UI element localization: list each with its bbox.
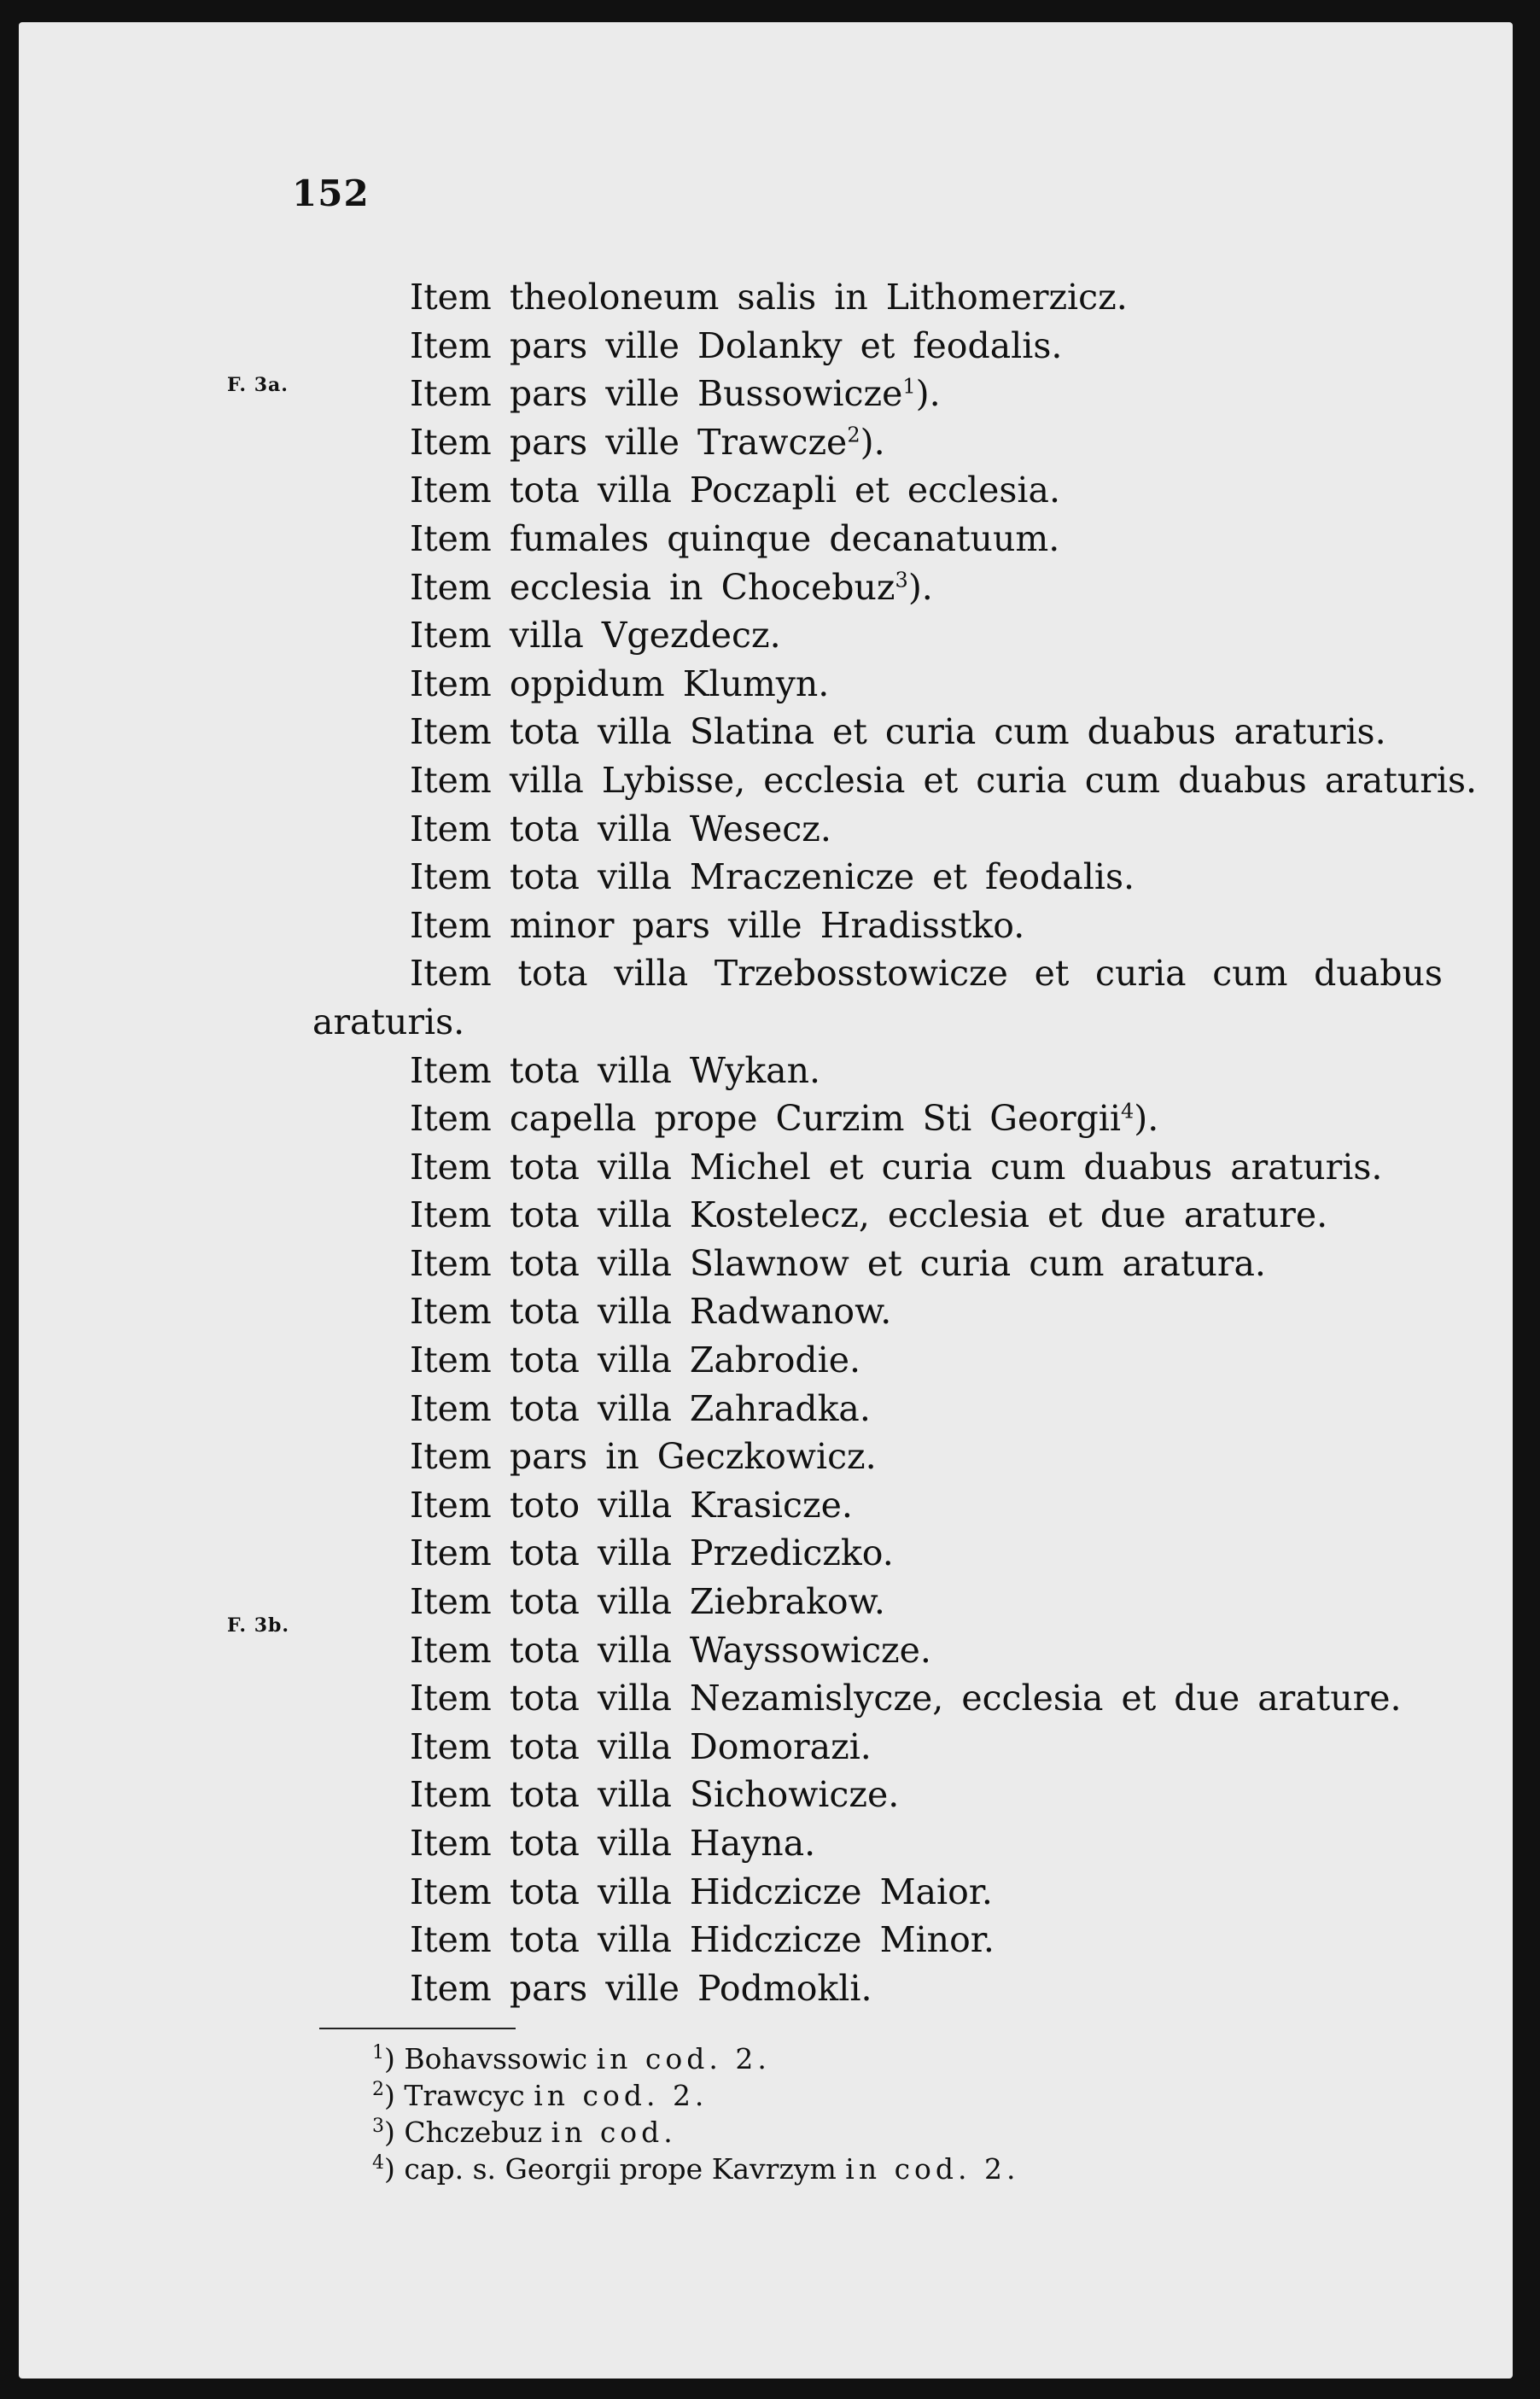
footnote-mark: 2 [372,2079,384,2100]
entry-text: Item tota villa Mraczenicze et feodalis. [410,856,1135,898]
entry-text: Item tota villa Hidczicze Maior. [410,1871,993,1912]
list-item [410,1771,1443,1819]
list-item [410,1481,1443,1530]
entry-text: Item minor pars ville Hradisstko. [410,904,1025,946]
entry-text: Item capella prope Curzim Sti Georgii [410,1098,1122,1140]
entry-text: Item theoloneum salis in Lithomerzicz. [410,277,1128,318]
page-number: 152 [292,172,370,214]
justified-line [410,949,1443,998]
entry-text: Item tota villa Domorazi. [410,1725,872,1767]
footnote-codex: in cod. 2. [534,2079,709,2112]
entry-word: Item [410,953,492,995]
footnote-text: ) Chczebuz [384,2116,543,2149]
entry-text-tail: ). [860,421,885,463]
entry-text: Item tota villa Slawnow et curia cum aratura. [410,1242,1266,1284]
entry-continuation: araturis. [312,1001,465,1042]
footnote [372,2040,1020,2077]
list-item [410,1529,1443,1578]
entry-word: curia [1095,953,1187,995]
list-item [410,1674,1443,1723]
entry-text: Item tota villa Przediczko. [410,1532,894,1574]
entry-list [312,273,1478,2012]
entry-word: duabus [1314,953,1443,995]
list-item [410,902,1443,950]
entry-text: Item pars in Geczkowicz. [410,1436,877,1478]
list-item [410,1819,1443,1868]
entry-text: Item villa Lybisse, ecclesia et curia cum duabus araturis. [410,759,1478,801]
list-item [410,853,1443,902]
footnote [372,2114,1020,2151]
footnote-codex: in cod. 2. [596,2042,771,2075]
entry-text: Item tota villa Michel et curia cum duabus araturis. [410,1146,1383,1188]
list-item [410,1916,1443,1964]
list-item [410,370,1443,418]
entry-text: Item oppidum Klumyn. [410,662,830,704]
entry-text: Item pars ville Dolanky et feodalis. [410,324,1063,366]
entry-word: et [1034,953,1070,995]
entry-text: Item ecclesia in Chocebuz [410,566,895,608]
entry-text: Item tota villa Ziebrakow. [410,1581,885,1623]
entry-text: Item tota villa Wayssowicze. [410,1629,931,1671]
margin-note-folio-3a: F. 3a. [227,374,289,396]
footnote [372,2077,1020,2114]
entry-text: Item pars ville Trawcze [410,421,848,463]
footnote-text: ) Bohavssowic [384,2042,588,2075]
entry-text: Item tota villa Zabrodie. [410,1340,861,1381]
list-item [410,1964,1443,2013]
footnote-reference: 2 [847,423,860,447]
list-item [410,805,1443,854]
footnote-text: ) cap. s. Georgii prope Kavrzym [384,2152,837,2186]
list-item [410,418,1443,467]
entry-text: Item tota villa Zahradka. [410,1387,871,1429]
entry-text: Item tota villa Wykan. [410,1049,821,1091]
list-item [410,756,1478,805]
entry-text: Item pars ville Podmokli. [410,1967,872,2009]
list-item [410,466,1443,515]
footnote-mark: 3 [372,2116,384,2137]
list-item [410,563,1443,612]
list-item [410,1578,1443,1626]
footnote-reference: 1 [902,374,916,399]
footnote [372,2151,1020,2187]
footnote-mark: 4 [372,2152,384,2174]
footnote-divider [319,2028,516,2029]
footnote-mark: 1 [372,2042,384,2063]
entry-word: villa [614,953,689,995]
entry-text: Item tota villa Slatina et curia cum duabus araturis. [410,711,1386,753]
entry-text: Item tota villa Poczapli et ecclesia. [410,470,1061,511]
list-item [410,1433,1443,1481]
list-item [410,949,1443,998]
entry-text: Item pars ville Bussowicze [410,373,903,415]
list-item [410,273,1443,322]
entry-text: Item fumales quinque decanatuum. [410,517,1060,559]
footnote-text: ) Trawcyc [384,2079,525,2112]
list-item [410,1287,1443,1336]
list-item [410,1868,1443,1917]
list-item [410,1240,1443,1288]
list-item [410,708,1443,756]
footnote-codex: in cod. 2. [845,2152,1020,2186]
entry-word: tota [517,953,588,995]
entry-text: Item toto villa Krasicze. [410,1484,853,1526]
entry-word: Trzebosstowicze [714,953,1008,995]
footnote-reference: 3 [895,567,908,592]
entry-text-tail: ). [915,373,941,415]
list-item [410,1191,1443,1240]
footnote-list [372,2040,1020,2187]
entry-word: cum [1212,953,1288,995]
list-item [410,1723,1443,1772]
list-item [410,515,1443,563]
list-item [410,322,1443,371]
list-item [410,1143,1443,1192]
entry-text: Item villa Vgezdecz. [410,615,781,657]
list-item [410,1336,1443,1385]
entry-text: Item tota villa Hayna. [410,1823,816,1864]
margin-note-folio-3b: F. 3b. [227,1614,290,1637]
entry-text: Item tota villa Hidczicze Minor. [410,1919,995,1961]
list-item [410,1094,1443,1143]
page-sheet [19,22,1513,2379]
entry-text: Item tota villa Wesecz. [410,808,831,849]
list-item [410,1385,1443,1433]
entry-text-tail: ). [907,566,933,608]
entry-text: Item tota villa Radwanow. [410,1291,892,1333]
list-item [410,1626,1443,1675]
entry-text: Item tota villa Kostelecz, ecclesia et due arature. [410,1194,1328,1236]
list-item [410,1047,1443,1095]
list-item [410,660,1443,709]
entry-text: Item tota villa Sichowicze. [410,1774,900,1816]
footnote-codex: in cod. [551,2116,677,2149]
entry-text-tail: ). [1134,1098,1159,1140]
entry-text: Item tota villa Nezamislycze, ecclesia et due arature. [410,1678,1402,1719]
footnote-reference: 4 [1121,1099,1135,1124]
list-item [410,611,1443,660]
